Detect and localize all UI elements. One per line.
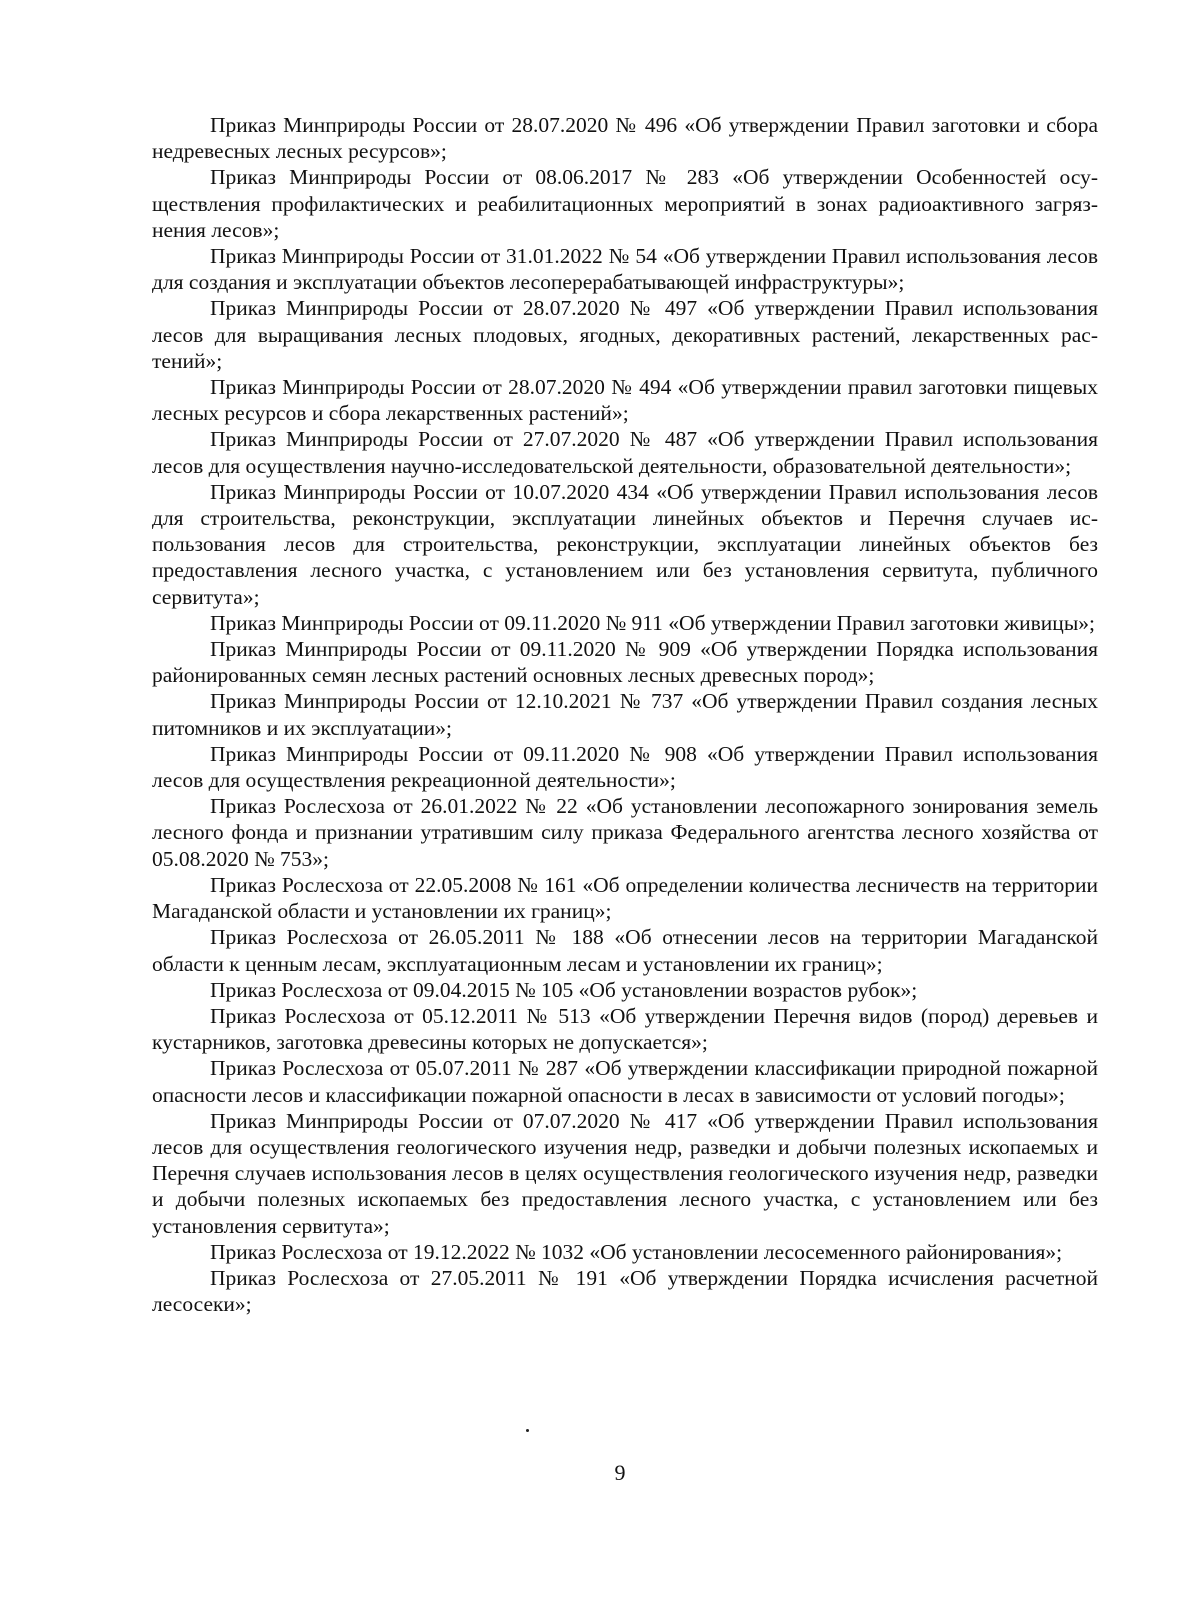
paragraph-order-908: Приказ Минприроды России от 09.11.2020 № 908 «Об утверждении Правил использования лесов для осуществления рекреационной деятельности»; — [152, 741, 1098, 793]
paragraph-order-22: Приказ Рослесхоза от 26.01.2022 № 22 «Об установлении лесопожарного зонирования земель лесного фонда и признании утратившим силу приказа Федерального агентства лесного хозяйства от 05.08.2020 № 753»; — [152, 794, 1098, 871]
paragraph-order-496: Приказ Минприроды России от 28.07.2020 № 496 «Об утверждении Правил заготовки и сбора недревесных лесных ресурсов»; — [152, 113, 1098, 164]
paragraph-order-737: Приказ Минприроды России от 12.10.2021 № 737 «Об утверждении Правил создания лесных питомников и их эксплуатации»; — [152, 689, 1098, 740]
paragraph-order-487: Приказ Минприроды России от 27.07.2020 № 487 «Об утверждении Правил использования лесов для осуществления научно-исследовательской деятельности, образовательной деятельности»; — [152, 427, 1098, 478]
paragraph-order-188: Приказ Рослесхоза от 26.05.2011 № 188 «Об отнесении лесов на территории Магаданской области к ценным лесам, эксплуатационным лесам и установлении их границ»; — [152, 925, 1098, 976]
paragraph-order-283: Приказ Минприроды России от 08.06.2017 № 283 «Об утверждении Особенностей осуществления профилактических и реабилитационных мероприятий в зонах радиоактивного загрязнения лесов»; — [152, 165, 1098, 242]
paragraph-order-161: Приказ Рослесхоза от 22.05.2008 № 161 «Об определении количества лесничеств на территории Магаданской области и установлении их границ»; — [152, 872, 1098, 924]
paragraph-order-287: Приказ Рослесхоза от 05.07.2011 № 287 «Об утверждении классификации природной пожарной опасности лесов и классификации пожарной опасности в лесах в зависимости от условий погоды»; — [152, 1056, 1098, 1107]
paragraph-order-494: Приказ Минприроды России от 28.07.2020 № 494 «Об утверждении правил заготовки пищевых лесных ресурсов и сбора лекарственных растений»; — [152, 375, 1098, 426]
paragraph-order-434: Приказ Минприроды России от 10.07.2020 434 «Об утверждении Правил использования лесов для строительства, реконструкции, эксплуатации линейных объектов и Перечня случаев использования лесов для строительства, реконструкции, эксплуатации линейных объектов без предоставления лесного участка, с установлением или без установления сервитута, публичного сервитута»; — [152, 479, 1098, 609]
document-body — [152, 112, 1098, 1317]
page-number: 9 — [614, 1460, 626, 1485]
paragraph-order-54: Приказ Минприроды России от 31.01.2022 № 54 «Об утверждении Правил использования лесов для создания и эксплуатации объектов лесоперерабатывающей инфраструктуры»; — [152, 244, 1098, 295]
paragraph-order-909: Приказ Минприроды России от 09.11.2020 № 909 «Об утверждении Порядка использования районированных семян лесных растений основных лесных древесных пород»; — [152, 637, 1098, 688]
paragraph-order-191: Приказ Рослесхоза от 27.05.2011 № 191 «Об утверждении Порядка исчисления расчетной лесосеки»; — [152, 1265, 1098, 1317]
paragraph-order-417: Приказ Минприроды России от 07.07.2020 № 417 «Об утверждении Правил использования лесов для осуществления геологического изучения недр, разведки и добычи полезных ископаемых и Перечня случаев использования лесов в целях осуществления геологического изучения недр, разведки и добычи полезных ископаемых без предоставления лесного участка, с установлением или без установления сервитута»; — [152, 1108, 1098, 1238]
scan-speck — [526, 1429, 529, 1432]
paragraph-order-513: Приказ Рослесхоза от 05.12.2011 № 513 «Об утверждении Перечня видов (пород) деревьев и кустарников, заготовка древесины которых не допускается»; — [152, 1003, 1098, 1055]
paragraph-order-105: Приказ Рослесхоза от 09.04.2015 № 105 «Об установлении возрастов рубок»; — [210, 977, 918, 1002]
paragraph-order-497: Приказ Минприроды России от 28.07.2020 № 497 «Об утверждении Правил использования лесов для выращивания лесных плодовых, ягодных, декоративных растений, лекарственных растений»; — [152, 296, 1098, 373]
paragraph-order-911: Приказ Минприроды России от 09.11.2020 № 911 «Об утверждении Правил заготовки живицы»; — [210, 610, 1095, 635]
paragraph-order-1032: Приказ Рослесхоза от 19.12.2022 № 1032 «Об установлении лесосеменного районирования»; — [210, 1239, 1063, 1264]
